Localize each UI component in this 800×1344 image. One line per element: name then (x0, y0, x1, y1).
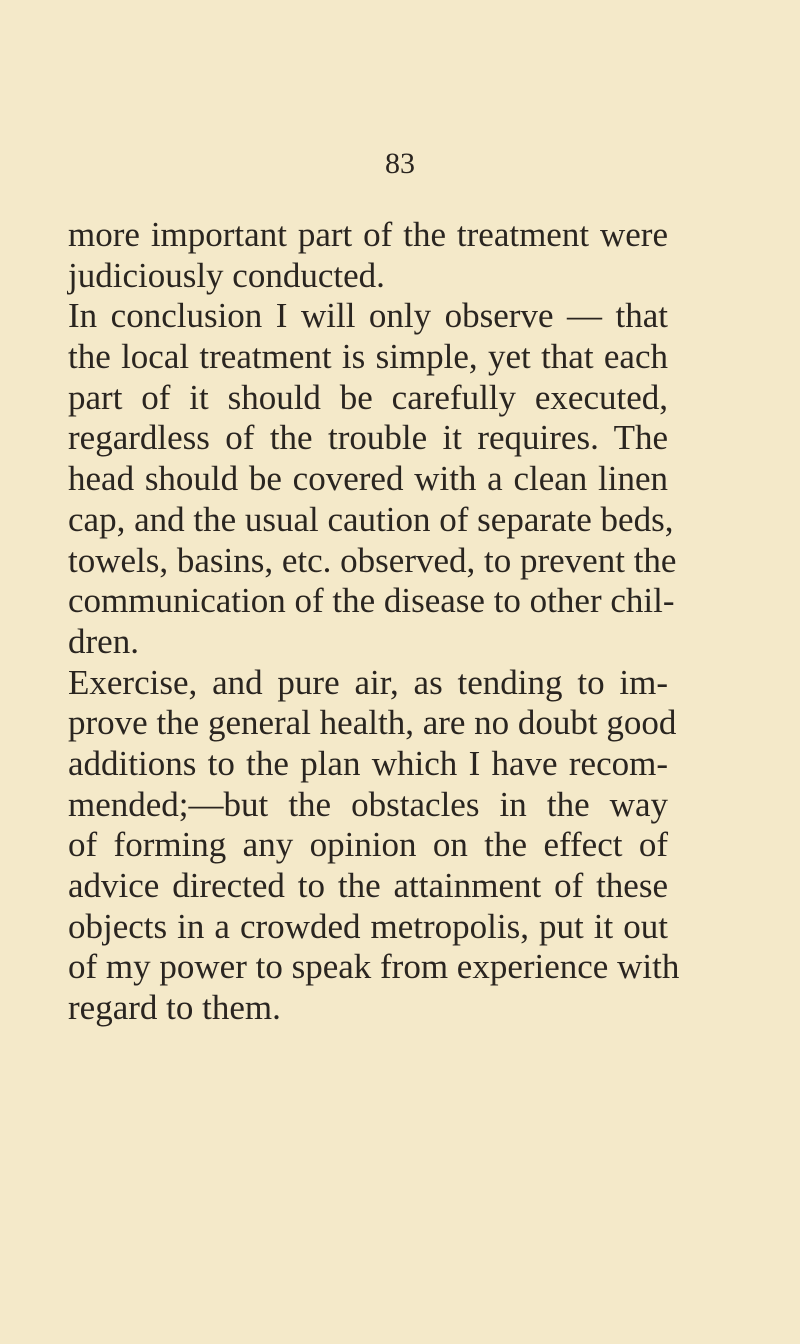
text-line: dren. (68, 621, 139, 661)
text-line: of my power to speak from experience with (68, 947, 680, 987)
text-line: of forming any opinion on the effect of (68, 825, 668, 865)
text-line: communication of the disease to other chil- (68, 581, 675, 621)
text-line: towels, basins, etc. observed, to prevent the (68, 540, 677, 580)
text-line: mended;—but the obstacles in the way (68, 784, 668, 824)
text-line: head should be covered with a clean linen (68, 459, 668, 499)
page-number: 83 (385, 147, 415, 180)
text-line: advice directed to the attainment of these (68, 866, 668, 905)
body-text (68, 215, 680, 1029)
text-line: regard to them. (68, 988, 281, 1028)
text-line: additions to the plan which I have recom- (68, 743, 668, 783)
text-line: prove the general health, are no doubt good (68, 703, 677, 743)
text-line: judiciously conducted. (68, 255, 385, 295)
text-line: objects in a crowded metropolis, put it out (68, 906, 668, 946)
text-line: regardless of the trouble it requires. The (68, 418, 668, 458)
text-line: In conclusion I will only observe — that (68, 296, 668, 336)
text-line: cap, and the usual caution of separate beds, (68, 499, 674, 539)
text-line: the local treatment is simple, yet that each (68, 337, 668, 377)
text-line: Exercise, and pure air, as tending to im- (68, 662, 668, 702)
text-line: part of it should be carefully executed, (68, 377, 668, 417)
text-line: more important part of the treatment were (68, 215, 668, 254)
